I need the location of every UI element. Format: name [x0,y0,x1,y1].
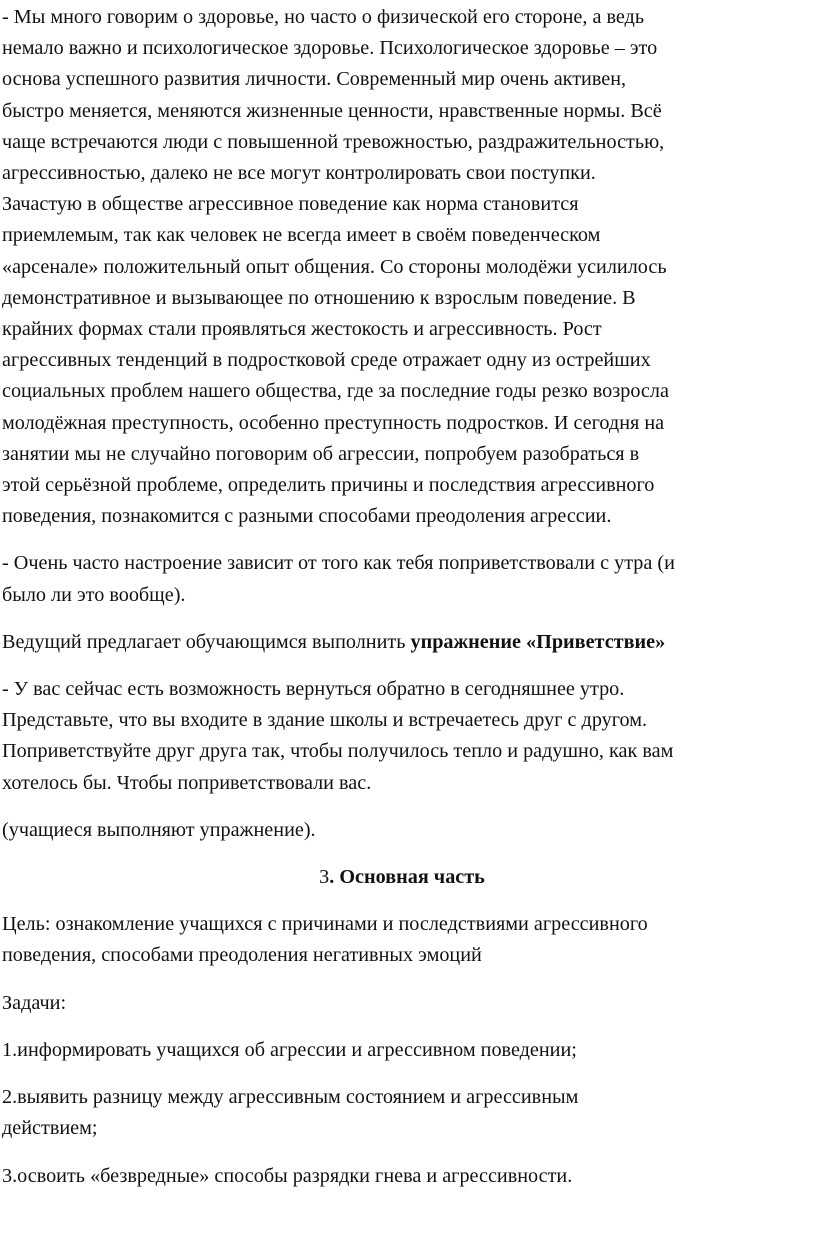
section-heading [2,862,816,893]
section-number: 3 [319,866,330,889]
task-item-3: 3.освоить «безвредные» способы разрядки гнева и агрессивности. [2,1164,573,1187]
task-item-2: 2.выявить разницу между агрессивным состоянием и агрессивным действием; [2,1086,579,1140]
tasks-label: Задачи: [2,991,67,1014]
exercise-title: упражнение «Приветствие» [410,630,666,653]
mood-paragraph: - Очень часто настроение зависит от того как тебя поприветствовали с утра (и было ли это вообще). [2,552,675,606]
task-item-1: 1.информировать учащихся об агрессии и агрессивном поведении; [2,1038,577,1061]
exercise-instructions-paragraph: - У вас сейчас есть возможность вернуться обратно в сегодняшнее утро. Представьте, что вы входите в здание школы и встречаетесь друг с другом. Поприветствуйте друг друга так, чтобы получилось тепло и радушно, как вам хотелось бы. Чтобы поприветствовали вас. [2,678,674,794]
goal-paragraph: Цель: ознакомление учащихся с причинами и последствиями агрессивного поведения, способами преодоления негативных эмоций [2,913,648,967]
exercise-intro-text: Ведущий предлагает обучающимся выполнить [2,630,411,653]
exercise-intro-paragraph [2,627,816,658]
intro-paragraph: - Мы много говорим о здоровье, но часто о физической его стороне, а ведь немало важно и психологическое здоровье. Психологическое здоровье – это основа успешного развития личности. Современный мир очень активен, быстро меняется, меняются жизненные ценности, нравственные нормы. Всё чаще встречаются люди с повышенной тревожностью, раздражительностью, агрессивностью, далеко не все могут контролировать свои поступки. Зачастую в обществе агрессивное поведение как норма становится приемлемым, так как человек не всегда имеет в своём поведенческом «арсенале» положительный опыт общения. Со стороны молодёжи усилилось демонстративное и вызывающее по отношению к взрослым поведение. В крайних формах стали проявляться жестокость и агрессивность. Рост агрессивных тенденций в подростковой среде отражает одну из острейших социальных проблем нашего общества, где за последние годы резко возросла молодёжная преступность, особенно преступность подростков. И сегодня на занятии мы не случайно поговорим об агрессии, попробуем разобраться в этой серьёзной проблеме, определить причины и последствия агрессивного поведения, познакомится с разными способами преодоления агрессии. [2,6,669,528]
section-title: . Основная часть [329,866,485,889]
students-perform-note: (учащиеся выполняют упражнение). [2,818,316,841]
